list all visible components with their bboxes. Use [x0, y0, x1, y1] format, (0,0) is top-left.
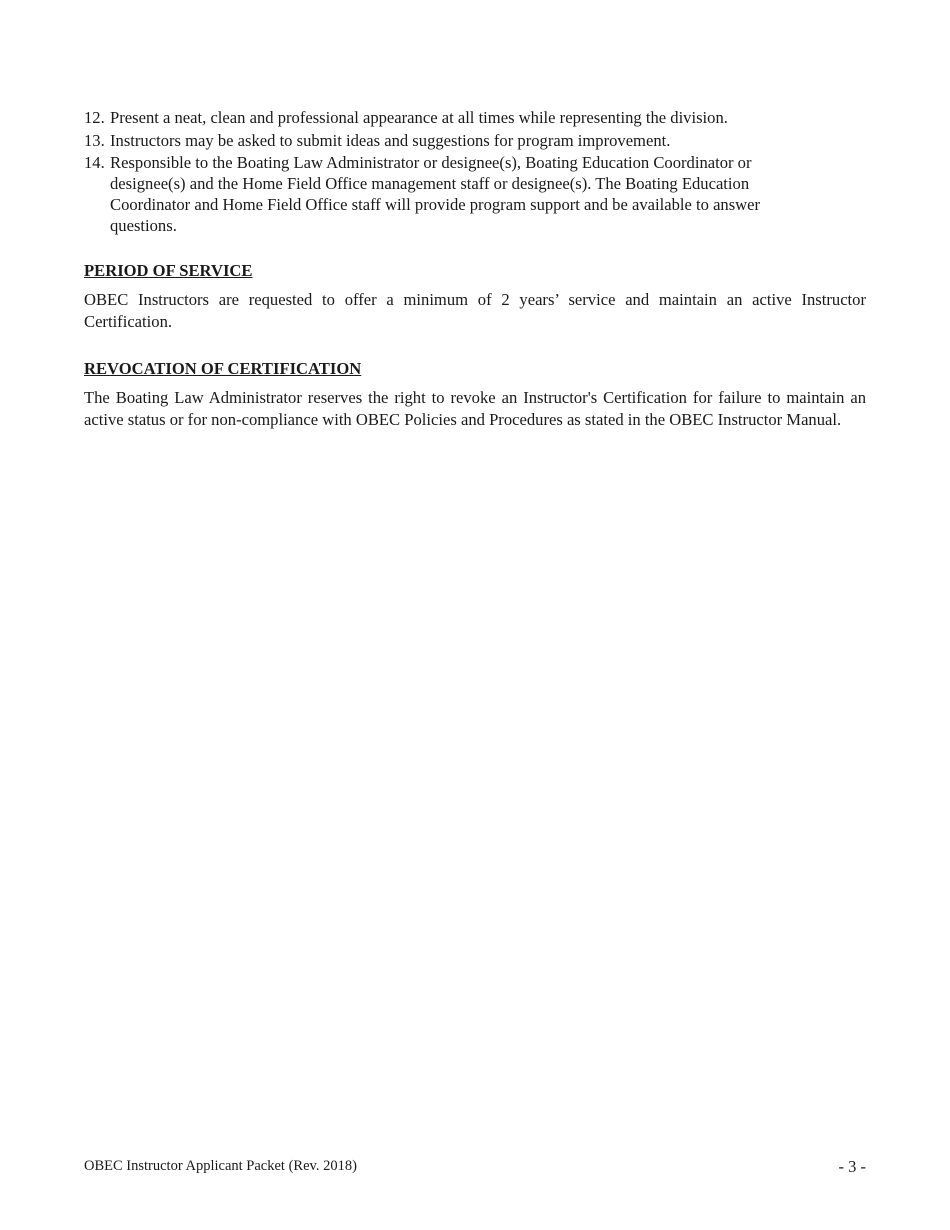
revocation-text: The Boating Law Administrator reserves the right to revoke an Instructor's Certification for failure to maintain an active status or for non-compliance with OBEC Policies and Procedures as stated in the OBEC Instructor Manual.: [84, 388, 866, 429]
list-item-text: Present a neat, clean and professional appearance at all times while representing the division.: [110, 108, 728, 127]
period-of-service-heading: PERIOD OF SERVICE: [84, 261, 253, 280]
list-item-text: Responsible to the Boating Law Administrator or designee(s), Boating Education Coordinator or designee(s) and the Home Field Office management staff or designee(s). The Boating Education Coordinator and Home Field Office staff will provide program support and be available to answer questions.: [110, 153, 761, 235]
list-item-number: 13.: [84, 130, 105, 150]
period-of-service-text: OBEC Instructors are requested to offer a minimum of 2 years’ service and maintain an active Instructor Certification.: [84, 290, 866, 331]
list-item: [84, 107, 866, 128]
document-page: [84, 107, 866, 431]
list-item-text: Instructors may be asked to submit ideas and suggestions for program improvement.: [110, 130, 671, 150]
footer-document-title: OBEC Instructor Applicant Packet (Rev. 2018): [84, 1158, 357, 1174]
revocation-heading: REVOCATION OF CERTIFICATION: [84, 359, 362, 378]
list-item: [84, 152, 866, 236]
list-item-number: 14.: [84, 153, 105, 172]
page-number: - 3 -: [838, 1157, 866, 1176]
list-item: [84, 130, 866, 151]
list-item-number: 12.: [84, 108, 105, 127]
numbered-list: [84, 107, 866, 236]
